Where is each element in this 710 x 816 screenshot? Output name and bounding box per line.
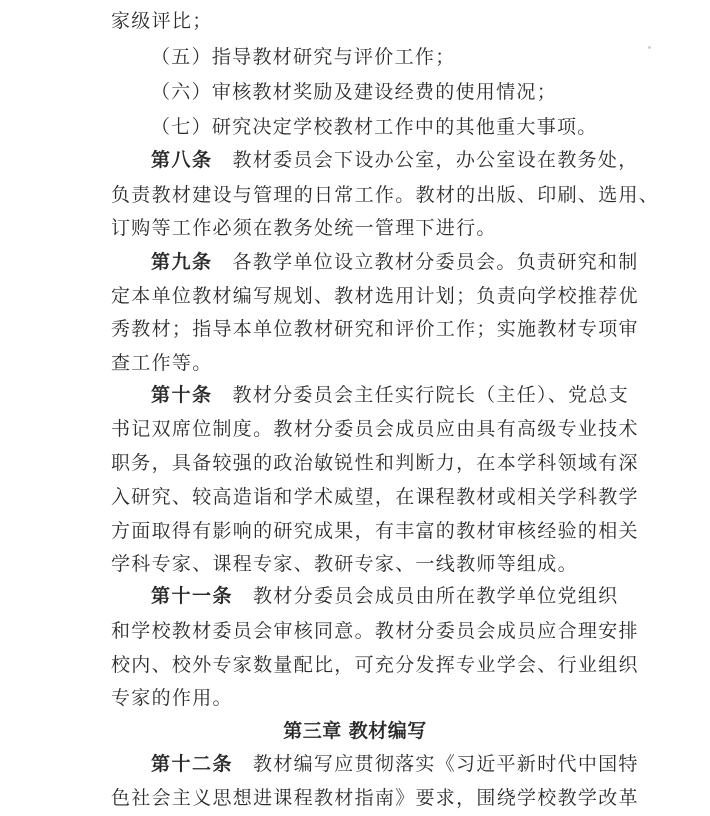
text-line: 方面取得有影响的研究成果，有丰富的教材审核经验的相关 (111, 520, 639, 542)
text-line: 教材编写应贯彻落实《习近平新时代中国特 (253, 753, 639, 775)
text-line: 学科专家、课程专家、教研专家、一线教师等组成。 (111, 553, 578, 575)
text-line: 定本单位教材编写规划、教材选用计划；负责向学校推荐优 (111, 285, 639, 307)
article-10-heading: 第十条 (151, 384, 213, 406)
text-line: 和学校教材委员会审核同意。教材分委员会成员应合理安排 (111, 620, 639, 642)
text-line: 专家的作用。 (111, 687, 233, 709)
list-item-seven: （七）研究决定学校教材工作中的其他重大事项。 (151, 116, 598, 138)
text-line: 教材分委员会主任实行院长（主任）、党总支 (232, 384, 630, 406)
text-line: 订购等工作必须在教务处统一管理下进行。 (111, 217, 497, 239)
article-8-heading: 第八条 (151, 149, 213, 171)
list-item-five: （五）指导教材研究与评价工作； (151, 46, 456, 68)
article-11-line (151, 585, 619, 607)
text-line: 校内、校外专家数量配比，可充分发挥专业学会、行业组织 (111, 654, 639, 676)
article-9-heading: 第九条 (151, 251, 213, 273)
text-line: 书记双席位制度。教材分委员会成员应由具有高级专业技术 (111, 418, 639, 440)
scan-speck (648, 46, 651, 49)
text-line: 查工作等。 (111, 352, 213, 374)
article-12-line (151, 753, 639, 775)
text-line: 负责教材建设与管理的日常工作。教材的出版、印刷、选用、 (111, 184, 660, 206)
text-line: 教材委员会下设办公室，办公室设在教务处， (232, 149, 639, 171)
text-line: 职务，具备较强的政治敏锐性和判断力，在本学科领域有深 (111, 452, 639, 474)
text-line: 入研究、较高造诣和学术威望，在课程教材或相关学科教学 (111, 486, 639, 508)
text-line: 秀教材；指导本单位教材研究和评价工作；实施教材专项审 (111, 318, 639, 340)
article-10-line (151, 384, 630, 406)
text-line: 各教学单位设立教材分委员会。负责研究和制 (232, 251, 639, 273)
list-item-six: （六）审核教材奖励及建设经费的使用情况； (151, 81, 558, 103)
text-line: 色社会主义思想进课程教材指南》要求，围绕学校教学改革 (111, 787, 639, 809)
chapter-heading: 第三章 教材编写 (283, 720, 427, 742)
text-line: 教材分委员会成员由所在教学单位党组织 (253, 585, 619, 607)
article-9-line (151, 251, 639, 273)
text-line: 家级评比； (111, 10, 213, 32)
article-11-heading: 第十一条 (151, 585, 234, 607)
article-8-line (151, 149, 639, 171)
article-12-heading: 第十二条 (151, 753, 234, 775)
